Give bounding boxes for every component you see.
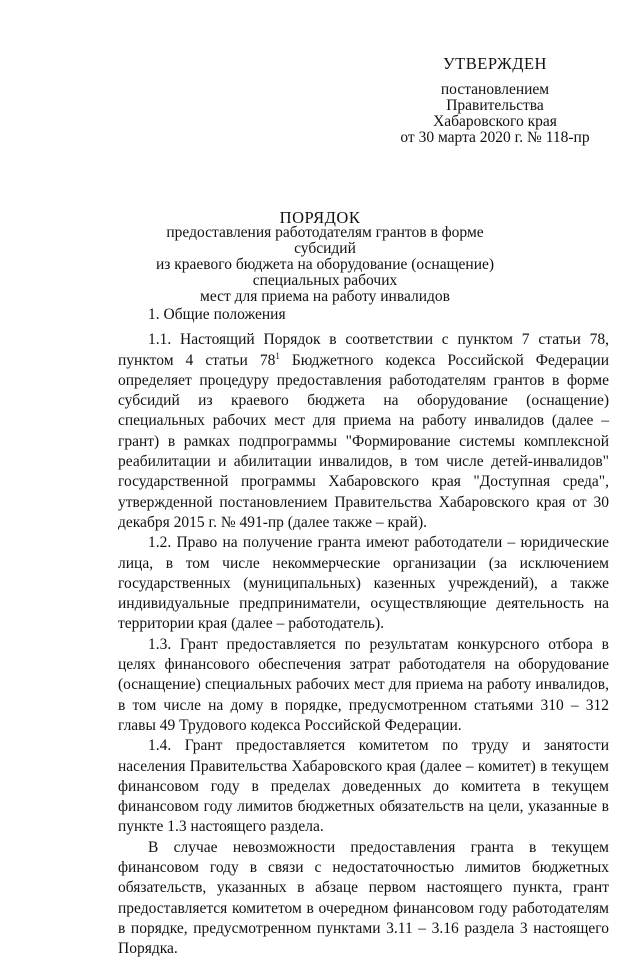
paragraph-1-1-text-b: Бюджетного кодекса Российской Федерации определяет процедуру предоставления работодателям грантов в форме субсидий из краевого бюджета на оборудование (оснащение) специальных рабочих мест для приема на работу инвалидов (далее – грант) в рамках подпрограммы "Формирование системы комплексной реабилитации и абилитации инвалидов, в том числе детей-инвалидов" государственной программы Хабаровского края "Доступная среда", утвержденной постановлением Правительства Хабаровского края от 30 декабря 2015 г. № 491-пр (далее также – край). <box>118 351 609 531</box>
document-body <box>118 305 609 960</box>
paragraph-1-2: 1.2. Право на получение гранта имеют работодатели – юридические лица, в том числе некоммерческие организации (за исключением государственных (муниципальных) казенных учреждений), а также индивидуальные предприниматели, осуществляющие деятельность на территории края (далее – работодатель). <box>118 534 609 633</box>
paragraph-1-4-second: В случае невозможности предоставления гранта в текущем финансовом году в связи с недостаточностью лимитов бюджетных обязательств, указанных в абзаце первом настоящего пункта, грант предоставляется комитетом в очередном финансовом году работодателям в порядке, предусмотренном пунктами 3.11 – 3.16 раздела 3 настоящего Порядка. <box>118 838 609 958</box>
paragraph-1-1 <box>118 330 609 533</box>
approval-line-3: Хабаровского края <box>433 113 557 130</box>
document-title: ПОРЯДОК <box>279 208 361 227</box>
subtitle-line-1: предоставления работодателям грантов в форме субсидий <box>166 224 484 257</box>
approval-block <box>390 56 600 146</box>
approval-line-1: постановлением <box>440 81 550 98</box>
subtitle-line-3: мест для приема на работу инвалидов <box>200 288 450 305</box>
section-heading: 1. Общие положения <box>148 306 286 323</box>
subtitle-line-2: из краевого бюджета на оборудование (оснащение) специальных рабочих <box>155 256 495 289</box>
article-superscript: 1 <box>275 350 280 361</box>
approval-heading: УТВЕРЖДЕН <box>443 54 547 73</box>
document-subtitle <box>150 225 500 305</box>
paragraph-1-4: 1.4. Грант предоставляется комитетом по труду и занятости населения Правительства Хабаровского края (далее – комитет) в текущем финансовом году в пределах доведенных до комитета в текущем финансовом году лимитов бюджетных обязательств на цели, указанные в пункте 1.3 настоящего раздела. <box>118 737 609 836</box>
paragraph-1-3: 1.3. Грант предоставляется по результатам конкурсного отбора в целях финансового обеспечения затрат работодателя на оборудование (оснащение) специальных рабочих мест для приема на работу инвалидов, в том числе на дому в порядке, предусмотренном статьями 310 – 312 главы 49 Трудового кодекса Российской Федерации. <box>118 635 609 734</box>
approval-line-2: Правительства <box>446 97 544 114</box>
approval-line-4: от 30 марта 2020 г. № 118-пр <box>400 129 590 146</box>
paragraph-1-1-text-a: 1.1. Настоящий Порядок в соответствии с пунктом 7 статьи 78, пунктом 4 статьи 78 <box>118 331 609 369</box>
